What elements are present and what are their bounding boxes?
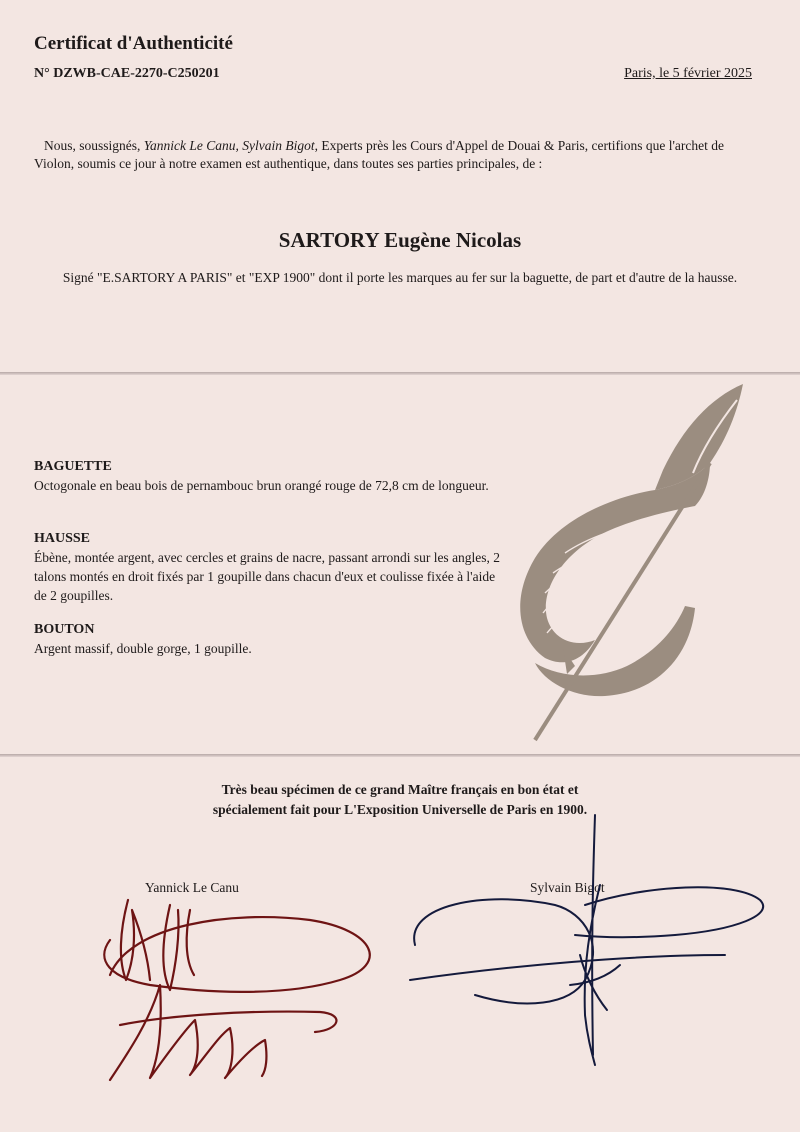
spec-baguette-heading: BAGUETTE — [34, 459, 112, 474]
spec-bouton-text: Argent massif, double gorge, 1 goupille. — [34, 641, 252, 656]
intro-suffix: , Experts près les Cours d'Appel de Douai & Paris, certifions que l'archet de Violon, soumis ce jour à notre examen est authentique, dans toutes ses parties principales, de : — [34, 138, 725, 171]
spec-baguette — [34, 457, 504, 495]
conclusion-line-2: spécialement fait pour L'Exposition Universelle de Paris en 1900. — [212, 802, 588, 817]
certificate-number: N° DZWB-CAE-2270-C250201 — [34, 66, 220, 81]
certificate-title: Certificat d'Authenticité — [34, 33, 233, 54]
certificate-date: Paris, le 5 février 2025 — [624, 66, 752, 81]
signature-left-handwritten — [90, 880, 390, 1100]
intro-paragraph — [34, 137, 759, 173]
signer-name-right: Sylvain Bigot — [530, 880, 605, 895]
maker-name: SARTORY Eugène Nicolas — [278, 228, 522, 252]
quill-scroll-emblem-icon — [505, 378, 765, 748]
maker-description: Signé "E.SARTORY A PARIS" et "EXP 1900" dont il porte les marques au fer sur la baguette, de part et d'autre de la hausse. — [62, 270, 738, 285]
signature-right-handwritten — [395, 805, 775, 1075]
spec-hausse-text: Ébène, montée argent, avec cercles et grains de nacre, passant arrondi sur les angles, 2 talons montés en droit fixés par 1 goupille dans chacun d'eux et coulisse fixée à l'aide de 2 goupilles. — [34, 550, 501, 603]
fold-line-lower — [0, 754, 800, 757]
intro-prefix: Nous, soussignés, — [44, 138, 144, 153]
intro-experts: Yannick Le Canu, Sylvain Bigot — [143, 138, 315, 153]
spec-hausse-heading: HAUSSE — [34, 531, 91, 546]
spec-hausse — [34, 529, 504, 605]
spec-bouton — [34, 620, 504, 658]
signer-name-left: Yannick Le Canu — [145, 880, 239, 895]
spec-bouton-heading: BOUTON — [34, 622, 95, 637]
spec-baguette-text: Octogonale en beau bois de pernambouc brun orangé rouge de 72,8 cm de longueur. — [34, 478, 489, 493]
conclusion-line-1: Très beau spécimen de ce grand Maître français en bon état et — [221, 782, 579, 797]
fold-line-upper — [0, 372, 800, 375]
